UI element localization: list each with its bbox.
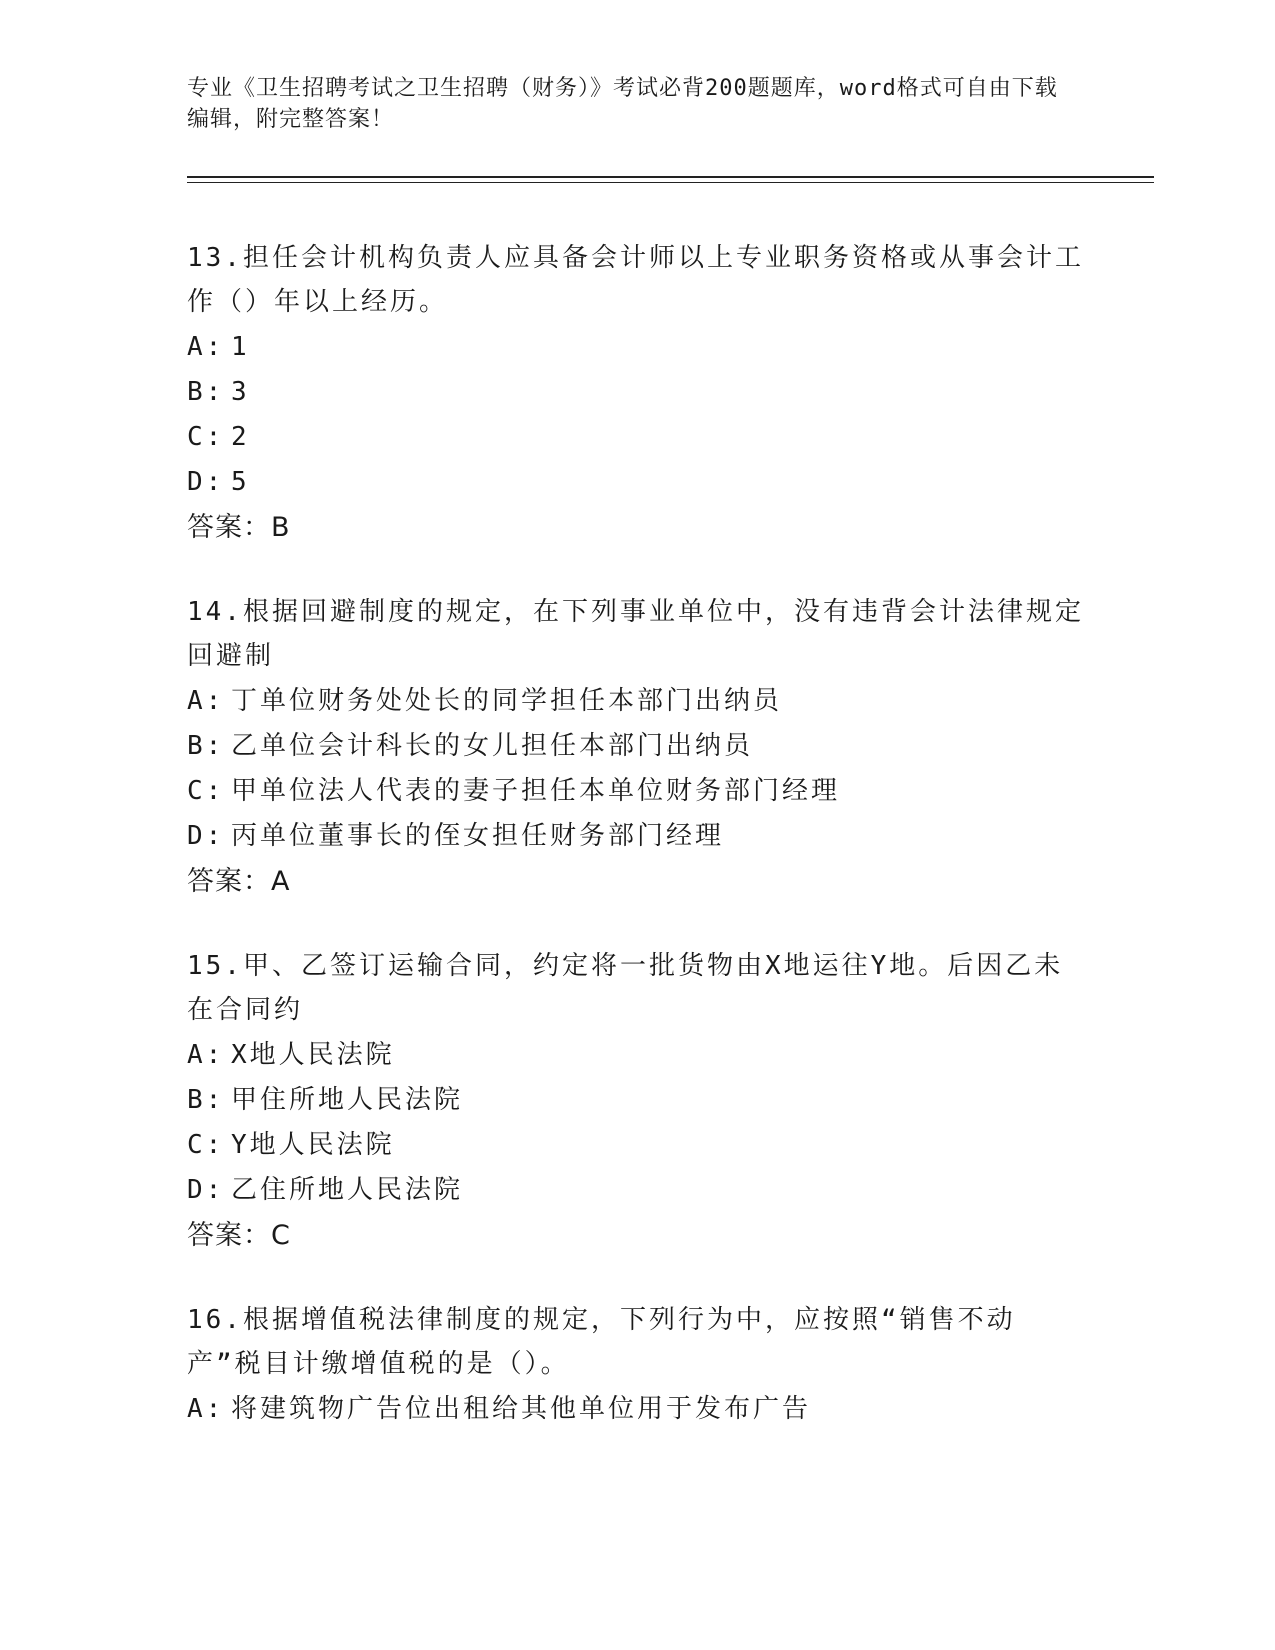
option-a	[187, 679, 1087, 724]
question-16	[187, 1298, 1087, 1432]
option-letter: A:	[187, 686, 225, 716]
header-divider-thin	[187, 182, 1154, 183]
option-c	[187, 1123, 1087, 1168]
option-d	[187, 460, 1087, 505]
question-list	[187, 236, 1087, 1471]
option-text: 甲住所地人民法院	[231, 1085, 464, 1115]
option-b	[187, 1078, 1087, 1123]
option-letter: D:	[187, 1175, 225, 1205]
option-text: X地人民法院	[231, 1040, 395, 1070]
question-15	[187, 944, 1087, 1259]
option-letter: B:	[187, 731, 225, 761]
option-a	[187, 1033, 1087, 1078]
option-b	[187, 370, 1087, 415]
answer-line	[187, 859, 1087, 905]
option-text: 乙住所地人民法院	[231, 1175, 464, 1205]
question-stem: 15.甲、乙签订运输合同，约定将一批货物由X地运往Y地。后因乙未在合同约	[187, 951, 1064, 1025]
answer-line	[187, 1213, 1087, 1259]
option-letter: C:	[187, 422, 225, 452]
answer-label: 答案：	[187, 512, 271, 543]
option-letter: B:	[187, 377, 225, 407]
answer-label: 答案：	[187, 866, 271, 897]
option-letter: A:	[187, 1394, 225, 1424]
option-a	[187, 325, 1087, 370]
question-stem: 16.根据增值税法律制度的规定，下列行为中，应按照“销售不动产”税目计缴增值税的是（）。	[187, 1305, 1016, 1379]
question-13	[187, 236, 1087, 551]
option-text: 甲单位法人代表的妻子担任本单位财务部门经理	[231, 776, 841, 806]
document-header: 专业《卫生招聘考试之卫生招聘（财务）》考试必背200题题库，word格式可自由下载编辑，附完整答案！	[187, 76, 1058, 132]
answer-value: C	[271, 1220, 291, 1251]
question-stem: 14.根据回避制度的规定，在下列事业单位中，没有违背会计法律规定回避制	[187, 597, 1084, 671]
option-letter: D:	[187, 467, 225, 497]
option-text: 乙单位会计科长的女儿担任本部门出纳员	[231, 731, 754, 761]
answer-line	[187, 505, 1087, 551]
option-text: 2	[231, 422, 250, 452]
answer-value: B	[271, 512, 291, 543]
option-letter: A:	[187, 1040, 225, 1070]
option-text: 将建筑物广告位出租给其他单位用于发布广告	[231, 1394, 812, 1424]
option-letter: B:	[187, 1085, 225, 1115]
header-divider-thick	[187, 176, 1154, 178]
option-text: 3	[231, 377, 250, 407]
option-letter: D:	[187, 821, 225, 851]
option-b	[187, 724, 1087, 769]
option-text: 丁单位财务处处长的同学担任本部门出纳员	[231, 686, 783, 716]
answer-label: 答案：	[187, 1220, 271, 1251]
option-text: 丙单位董事长的侄女担任财务部门经理	[231, 821, 725, 851]
option-c	[187, 769, 1087, 814]
option-d	[187, 814, 1087, 859]
question-stem: 13.担任会计机构负责人应具备会计师以上专业职务资格或从事会计工作（）年以上经历。	[187, 243, 1084, 317]
option-text: 5	[231, 467, 250, 497]
answer-value: A	[271, 866, 291, 897]
option-d	[187, 1168, 1087, 1213]
option-letter: C:	[187, 1130, 225, 1160]
option-text: 1	[231, 332, 250, 362]
option-text: Y地人民法院	[231, 1130, 395, 1160]
option-letter: C:	[187, 776, 225, 806]
question-14	[187, 590, 1087, 905]
option-a	[187, 1387, 1087, 1432]
option-c	[187, 415, 1087, 460]
option-letter: A:	[187, 332, 225, 362]
